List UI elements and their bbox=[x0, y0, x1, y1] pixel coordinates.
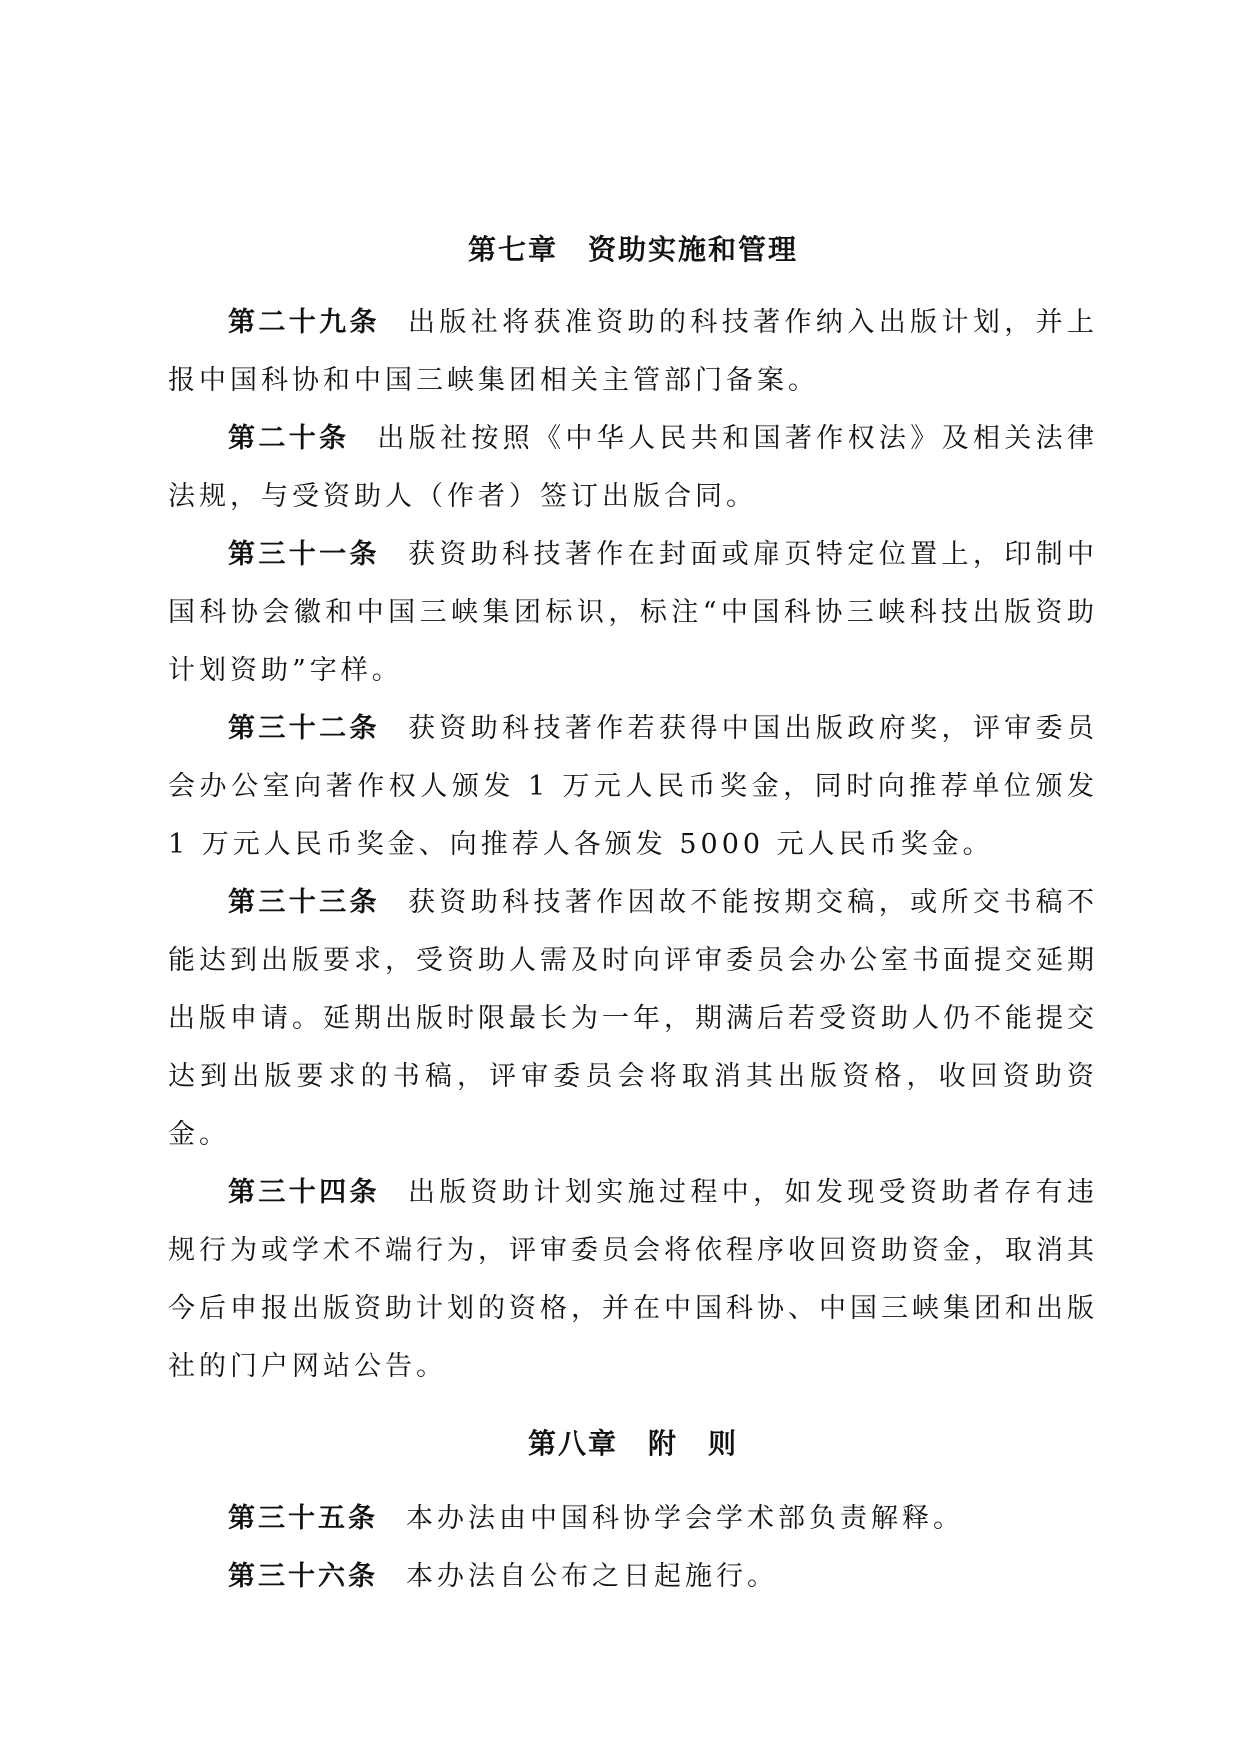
article-number: 第三十五条 bbox=[228, 1503, 378, 1534]
article-30 bbox=[168, 410, 1098, 526]
article-text: 本办法自公布之日起施行。 bbox=[406, 1561, 778, 1592]
article-number: 第二十九条 bbox=[228, 307, 380, 338]
article-number: 第三十六条 bbox=[228, 1561, 378, 1592]
article-number: 第三十三条 bbox=[228, 887, 380, 918]
article-number: 第二十条 bbox=[228, 423, 350, 454]
article-32 bbox=[168, 700, 1098, 874]
article-text: 获资助科技著作在封面或扉页特定位置上，印制中国科协会徽和中国三峡集团标识，标注“中国科协三峡科技出版资助计划资助”字样。 bbox=[168, 539, 1099, 686]
article-text: 出版社按照《中华人民共和国著作权法》及相关法律法规，与受资助人（作者）签订出版合同。 bbox=[168, 423, 1099, 512]
article-text: 本办法由中国科协学会学术部负责解释。 bbox=[406, 1503, 964, 1534]
article-text: 获资助科技著作因故不能按期交稿，或所交书稿不能达到出版要求，受资助人需及时向评审委员会办公室书面提交延期出版申请。延期出版时限最长为一年，期满后若受资助人仍不能提交达到出版要求的书稿，评审委员会将取消其出版资格，收回资助资金。 bbox=[168, 887, 1099, 1150]
article-text: 获资助科技著作若获得中国出版政府奖，评审委员会办公室向著作权人颁发 1 万元人民币奖金，同时向推荐单位颁发 1 万元人民币奖金、向推荐人各颁发 5000 元人民币奖金。 bbox=[168, 713, 1099, 860]
document-page bbox=[168, 230, 1098, 1606]
chapter-7-title: 第七章 资助实施和管理 bbox=[467, 233, 798, 266]
article-number: 第三十四条 bbox=[228, 1177, 380, 1208]
chapter-8-title: 第八章 附 则 bbox=[527, 1427, 738, 1460]
article-36 bbox=[168, 1548, 1098, 1606]
article-29 bbox=[168, 294, 1098, 410]
article-number: 第三十一条 bbox=[228, 539, 380, 570]
article-text: 出版社将获准资助的科技著作纳入出版计划，并上报中国科协和中国三峡集团相关主管部门备案。 bbox=[168, 307, 1099, 396]
article-text: 出版资助计划实施过程中，如发现受资助者存有违规行为或学术不端行为，评审委员会将依程序收回资助资金，取消其今后申报出版资助计划的资格，并在中国科协、中国三峡集团和出版社的门户网站公告。 bbox=[168, 1177, 1099, 1382]
article-34 bbox=[168, 1164, 1098, 1396]
article-33 bbox=[168, 874, 1098, 1164]
article-number: 第三十二条 bbox=[228, 713, 380, 744]
article-31 bbox=[168, 526, 1098, 700]
article-35 bbox=[168, 1490, 1098, 1548]
